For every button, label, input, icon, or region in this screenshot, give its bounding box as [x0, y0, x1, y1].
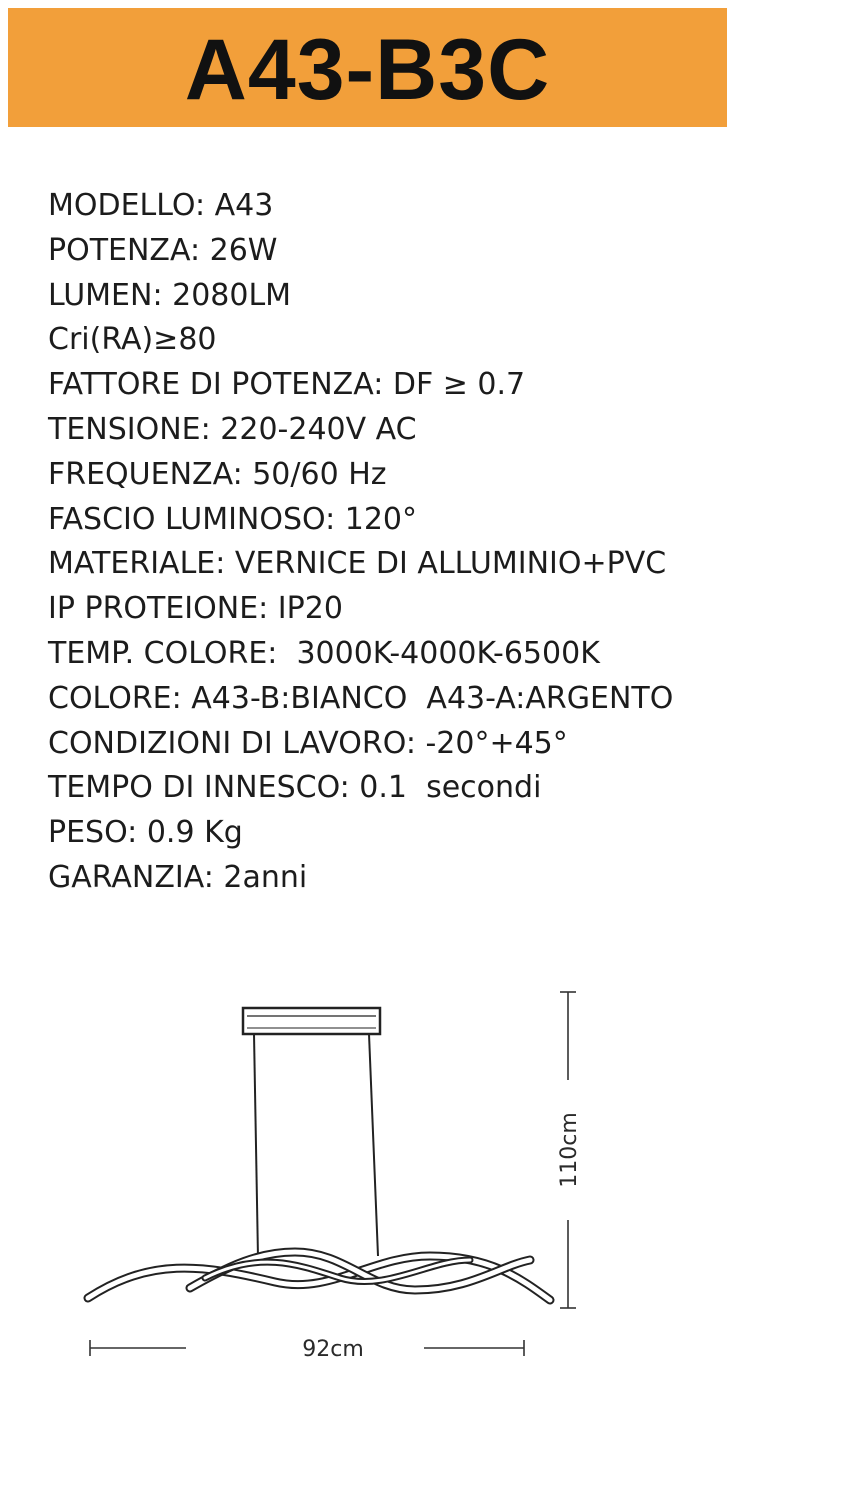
spec-start-time: TEMPO DI INNESCO: 0.1 secondi [48, 770, 542, 806]
spec-ip-rating: IP PROTEIONE: IP20 [48, 591, 343, 627]
spec-model: MODELLO: A43 [48, 188, 274, 223]
spec-power-factor: FATTORE DI POTENZA: DF ≥ 0.7 [48, 367, 526, 403]
spec-cri: Cri(RA)≥80 [48, 322, 217, 358]
spec-working-conditions: CONDIZIONI DI LAVORO: -20°+45° [48, 725, 568, 761]
spec-list [48, 184, 673, 901]
lamp-dimension-diagram [0, 960, 847, 1380]
spec-beam-angle: FASCIO LUMINOSO: 120° [48, 501, 418, 537]
spec-voltage: TENSIONE: 220-240V AC [48, 411, 417, 447]
ceiling-canopy [243, 1008, 380, 1034]
width-label: 92cm [302, 1337, 364, 1362]
spec-weight: PESO: 0.9 Kg [48, 815, 243, 851]
spec-color: COLORE: A43-B:BIANCO A43-A:ARGENTO [48, 680, 674, 716]
title-banner [8, 8, 727, 127]
model-title: A43-B3C [184, 21, 551, 118]
spec-frequency: FREQUENZA: 50/60 Hz [48, 456, 387, 492]
spec-warranty: GARANZIA: 2anni [48, 859, 308, 895]
height-label: 110cm [557, 1112, 582, 1188]
suspension-cables [254, 1034, 378, 1258]
spec-power: POTENZA: 26W [48, 232, 278, 268]
spec-lumen: LUMEN: 2080LM [48, 277, 292, 313]
spec-material: MATERIALE: VERNICE DI ALLUMINIO+PVC [48, 546, 667, 582]
spec-color-temp: TEMP. COLORE: 3000K-4000K-6500K [48, 635, 600, 671]
wave-light-body [88, 1252, 550, 1300]
